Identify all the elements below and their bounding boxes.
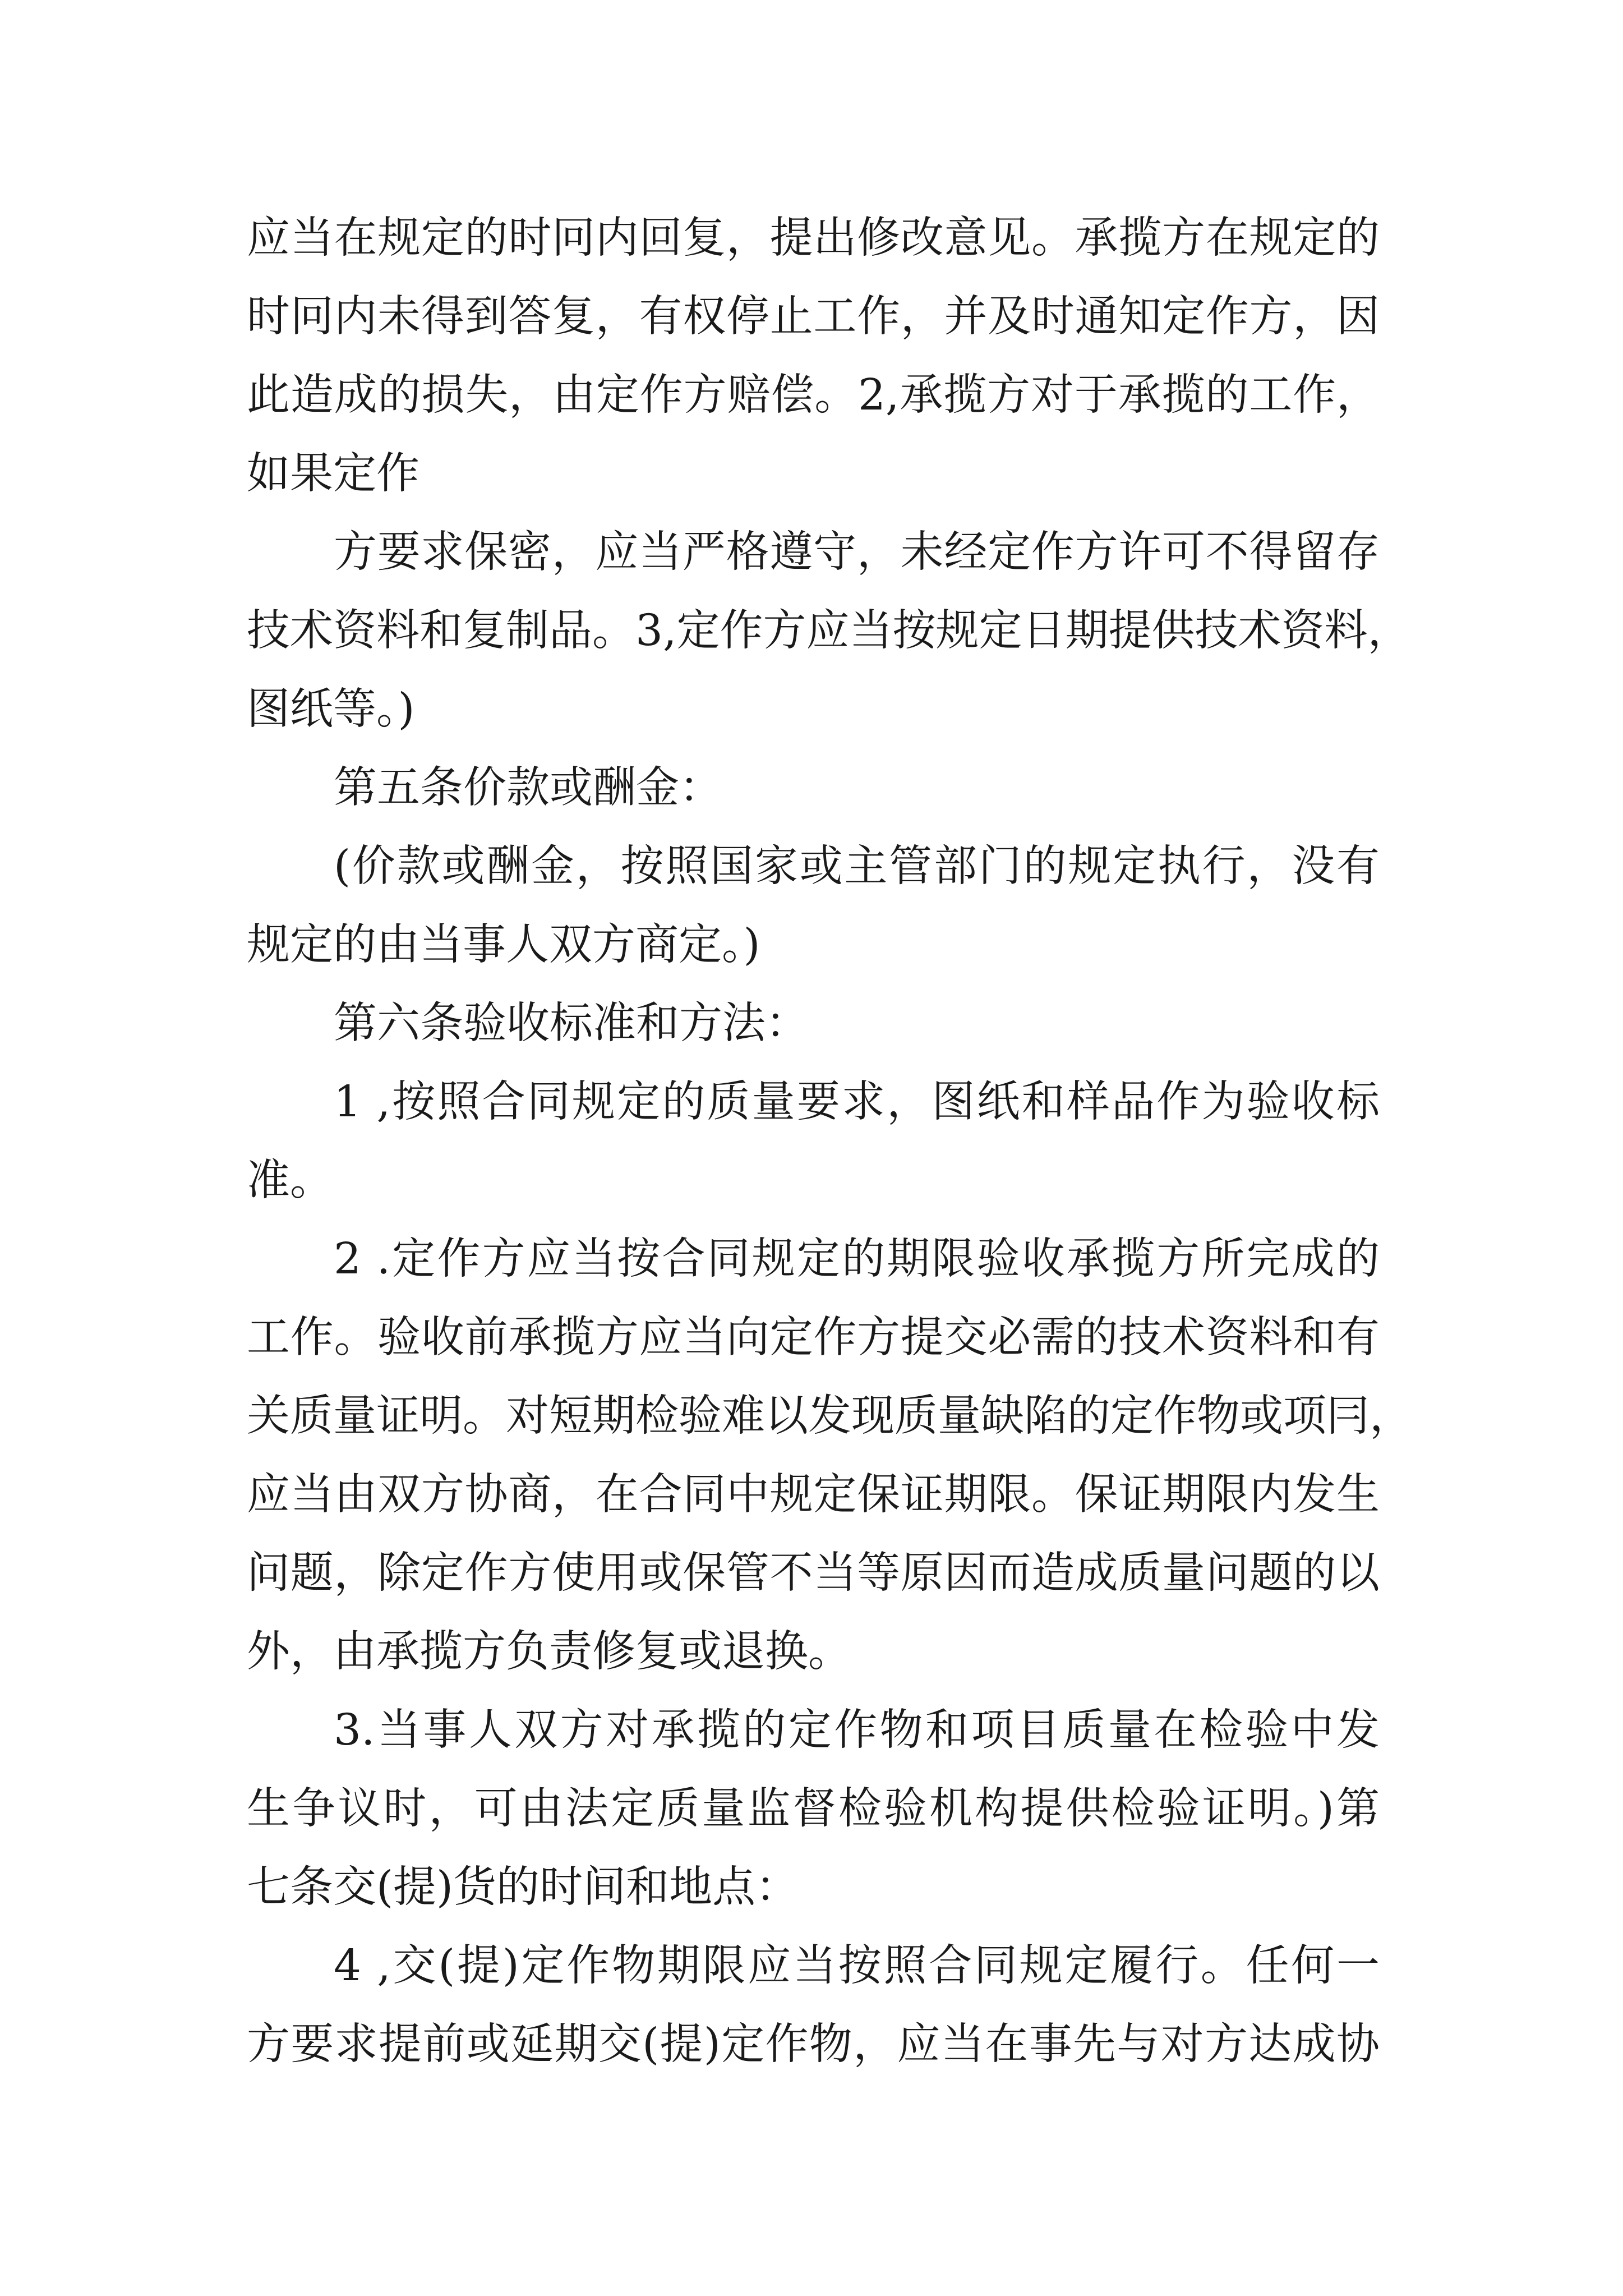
text-line: 1 ,按照合同规定的质量要求，图纸和样品作为验收标	[334, 1077, 1380, 1127]
text-line: (价款或酬金，按照国家或主管部门的规定执行，没有	[334, 841, 1380, 891]
text-line: 工作。验收前承揽方应当向定作方提交必需的技术资料和有	[247, 1313, 1380, 1363]
text-line: 方要求提前或延期交(提)定作物，应当在事先与对方达成协	[247, 2019, 1380, 2069]
text-line: 时冋内未得到答复，有权停止工作，并及时通知定作方，因	[247, 292, 1380, 342]
text-line: 3.当事人双方对承揽的定作物和项目质量在检验中发	[334, 1705, 1380, 1755]
text-line: 技术资料和复制品。3,定作方应当按规定日期提供技术资料，	[247, 606, 1411, 656]
text-line: 2 .定作方应当按合同规定的期限验收承揽方所完成的	[334, 1234, 1380, 1284]
text-line: 关质量证明。对短期检验难以发现质量缺陷的定作物或项冃，	[247, 1391, 1413, 1441]
text-line: 规定的由当事人双方商定。)	[247, 920, 760, 970]
section-heading: 第六条验收标准和方法：	[334, 999, 809, 1048]
text-line: 4 ,交(提)定作物期限应当按照合同规定履行。任何一	[334, 1941, 1380, 1991]
text-line: 图纸等。)	[247, 684, 415, 734]
text-line: 问题，除定作方使用或保管不当等原因而造成质量问题的以	[247, 1548, 1380, 1598]
text-line: 生争议时，可由法定质量监督检验机构提供检验证明。)第	[247, 1784, 1380, 1834]
section-heading: 第五条价款或酬金：	[334, 763, 722, 813]
text-line: 准。	[247, 1156, 333, 1205]
text-line: 应当在规定的时冋内回复，提出修改意见。承揽方在规定的	[247, 213, 1380, 263]
text-line: 外，由承揽方负责修复或退换。	[247, 1627, 851, 1677]
text-line: 如果定作	[247, 449, 419, 499]
text-line: 此造成的损失，由定作方赔偿。2,承揽方对于承揽的工作，	[247, 370, 1380, 420]
text-line: 七条交(提)货的时间和地点：	[247, 1862, 799, 1912]
text-line: 应当由双方协商，在合同中规定保证期限。保证期限内发生	[247, 1470, 1380, 1520]
text-line: 方要求保密，应当严格遵守，未经定作方许可不得留存	[334, 527, 1380, 577]
